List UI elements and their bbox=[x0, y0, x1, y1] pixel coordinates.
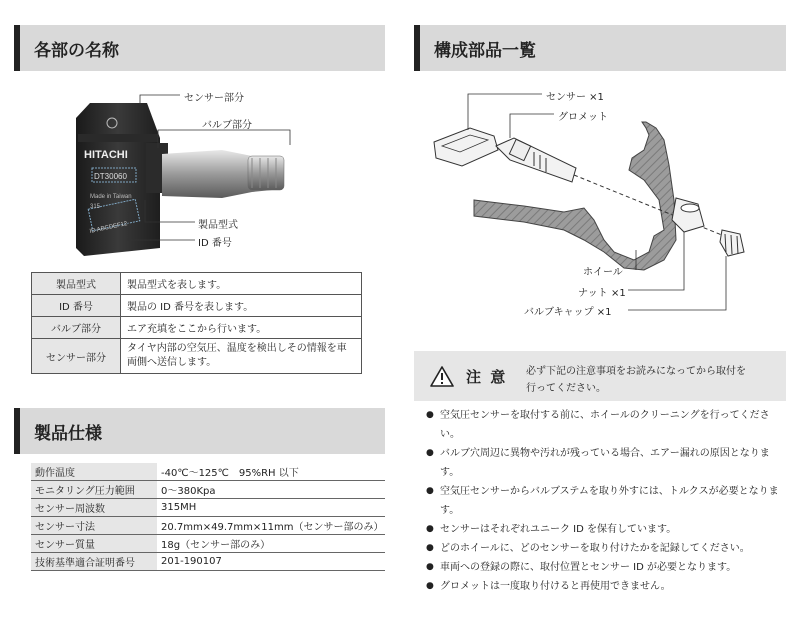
list-item: ● どのホイールに、どのセンサーを取り付けたかを記録してください。 bbox=[426, 539, 781, 558]
list-item: ● 空気圧センサーからバルブステムを取り外すには、トルクスが必要となります。 bbox=[426, 482, 781, 520]
table-row bbox=[32, 339, 362, 374]
caution-notes-list bbox=[426, 406, 781, 596]
callout-id: ID 番号 bbox=[198, 238, 232, 249]
sensor-model-mark: DT30060 bbox=[94, 172, 127, 181]
spec-value: 201-190107 bbox=[157, 553, 385, 571]
spec-value: 20.7mm×49.7mm×11mm（センサー部のみ） bbox=[157, 517, 385, 535]
spec-key: 動作温度 bbox=[31, 463, 157, 481]
table-value: タイヤ内部の空気圧、温度を検出しその情報を車両側へ送信します。 bbox=[121, 339, 362, 374]
section-header-spec bbox=[14, 408, 385, 454]
spec-value: -40℃～125℃ 95%RH 以下 bbox=[157, 463, 385, 481]
table-row bbox=[32, 295, 362, 317]
spec-key: 技術基準適合証明番号 bbox=[31, 553, 157, 571]
table-row bbox=[31, 499, 385, 517]
sensor-id-mark: ID ABCDEF12 bbox=[89, 221, 128, 235]
callout-sensor-part: センサー部分 bbox=[184, 93, 244, 104]
section-header-components bbox=[414, 25, 786, 71]
list-item: ● 車両への登録の際に、取付位置とセンサー ID が必要となります。 bbox=[426, 558, 781, 577]
section-title: 製品仕様 bbox=[34, 424, 102, 444]
spec-table bbox=[31, 463, 385, 571]
table-row bbox=[32, 317, 362, 339]
list-item: ● バルブ穴周辺に異物や汚れが残っている場合、エアー漏れの原因となります。 bbox=[426, 444, 781, 482]
callout-wheel: ホイール bbox=[583, 267, 623, 278]
caution-box bbox=[414, 351, 786, 401]
sensor-number: 315 bbox=[90, 204, 101, 210]
callout-valve-cap: バルブキャップ ×1 bbox=[524, 307, 612, 318]
spec-value: 315MH bbox=[157, 499, 385, 517]
spec-key: センサー周波数 bbox=[31, 499, 157, 517]
table-value: エア充填をここから行います。 bbox=[121, 317, 362, 339]
table-value: 製品の ID 番号を表します。 bbox=[121, 295, 362, 317]
spec-value: 0～380Kpa bbox=[157, 481, 385, 499]
list-item: ● 空気圧センサーを取付する前に、ホイールのクリーニングを行ってください。 bbox=[426, 406, 781, 444]
table-key: バルブ部分 bbox=[32, 317, 121, 339]
callout-sensor-qty: センサー ×1 bbox=[546, 92, 604, 103]
section-title: 各部の名称 bbox=[34, 41, 119, 61]
table-row bbox=[31, 517, 385, 535]
table-row bbox=[31, 463, 385, 481]
table-key: 製品型式 bbox=[32, 273, 121, 295]
table-value: 製品型式を表します。 bbox=[121, 273, 362, 295]
callout-valve-part: バルブ部分 bbox=[202, 120, 252, 131]
section-title: 構成部品一覧 bbox=[434, 41, 536, 61]
caution-text-line1: 必ず下記の注意事項をお読みになってから取付を bbox=[526, 366, 746, 377]
sensor-madein: Made in Taiwan bbox=[90, 194, 132, 200]
table-row bbox=[31, 553, 385, 571]
caution-text-line2: 行ってください。 bbox=[526, 383, 606, 394]
table-row bbox=[32, 273, 362, 295]
warning-icon bbox=[430, 365, 454, 387]
parts-table bbox=[31, 272, 362, 374]
spec-key: センサー寸法 bbox=[31, 517, 157, 535]
spec-key: センサー質量 bbox=[31, 535, 157, 553]
table-row bbox=[31, 481, 385, 499]
table-key: センサー部分 bbox=[32, 339, 121, 374]
callout-model: 製品型式 bbox=[198, 220, 238, 231]
spec-key: モニタリング圧力範囲 bbox=[31, 481, 157, 499]
callout-grommet: グロメット bbox=[558, 112, 608, 123]
table-row bbox=[31, 535, 385, 553]
list-item: ● センサーはそれぞれユニーク ID を保有しています。 bbox=[426, 520, 781, 539]
callout-nut: ナット ×1 bbox=[578, 288, 626, 299]
caution-title: 注 意 bbox=[466, 368, 508, 386]
table-key: ID 番号 bbox=[32, 295, 121, 317]
list-item: ● グロメットは一度取り付けると再使用できません。 bbox=[426, 577, 781, 596]
sensor-brand: HITACHI bbox=[84, 149, 128, 161]
spec-value: 18g（センサー部のみ） bbox=[157, 535, 385, 553]
